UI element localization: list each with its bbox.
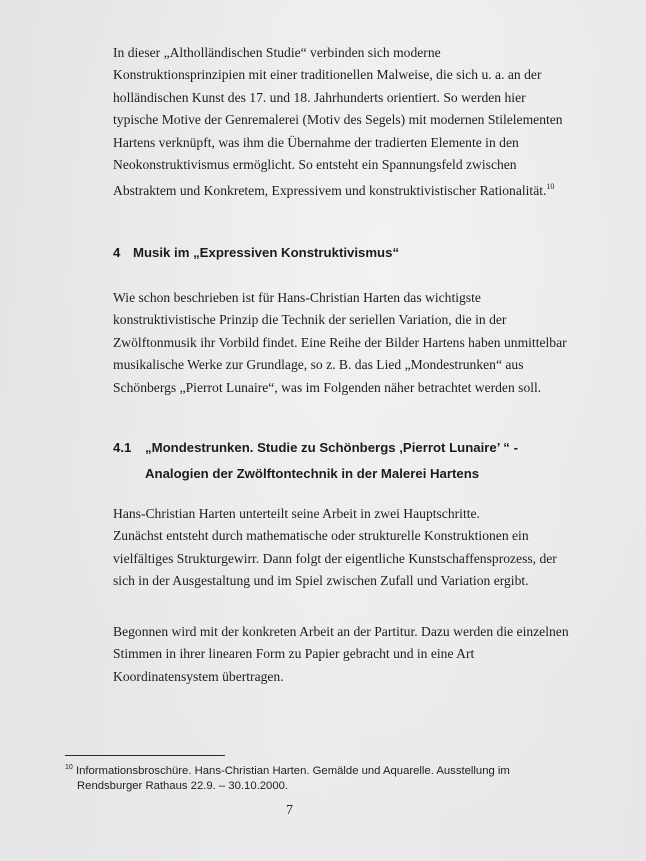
footnote <box>65 760 510 794</box>
text-line: Stimmen in ihrer linearen Form zu Papier gebracht und in eine Art <box>113 646 475 662</box>
text-line: holländischen Kunst des 17. und 18. Jahrhunderts orientiert. So werden hier <box>113 89 526 105</box>
paragraph-score-work <box>113 621 613 688</box>
paragraph-work-steps <box>113 503 613 593</box>
text-line: Begonnen wird mit der konkreten Arbeit an der Partitur. Dazu werden die einzelnen <box>113 624 569 639</box>
text-line: vielfältiges Strukturgewirr. Dann folgt der eigentliche Kunstschaffensprozess, der <box>113 550 557 566</box>
text-line: Schönbergs „Pierrot Lunaire“, was im Folgenden näher betrachtet werden soll. <box>113 379 542 395</box>
section-number: 4.1 <box>113 440 132 455</box>
text-line: Hartens verknüpft, was ihm die Übernahme der tradierten Elemente in den <box>113 134 519 150</box>
footnote-marker: 10 <box>65 764 73 771</box>
text-line: Zwölftonmusik ihr Vorbild findet. Eine Reihe der Bilder Hartens haben unmittelbar <box>113 334 567 350</box>
section-title: Musik im „Expressiven Konstruktivismus“ <box>133 245 400 260</box>
text-line <box>113 176 613 202</box>
text-line: Wie schon beschrieben ist für Hans-Christian Harten das wichtigste <box>113 290 481 305</box>
section-heading-4-1 <box>113 440 518 455</box>
text-line: Koordinatensystem übertragen. <box>113 668 284 684</box>
text-line: Neokonstruktivismus ermöglicht. So entsteht ein Spannungsfeld zwischen <box>113 157 517 173</box>
text-line-content: Abstraktem und Konkretem, Expressivem und konstruktivistischer Rationalität. <box>113 183 547 199</box>
text-line: sich in der Ausgestaltung und im Spiel zwischen Zufall und Variation ergibt. <box>113 573 529 589</box>
paragraph-music-intro <box>113 287 613 399</box>
text-line: typische Motive der Genremalerei (Motiv des Segels) mit modernen Stilelementen <box>113 112 563 128</box>
text-line: konstruktivistische Prinzip die Technik der seriellen Variation, die in der <box>113 312 507 328</box>
section-title-line-2: Analogien der Zwölftontechnik in der Malerei Hartens <box>145 466 480 481</box>
section-heading-4-1-subtitle <box>145 466 479 481</box>
text-line: Hans-Christian Harten unterteilt seine Arbeit in zwei Hauptschritte. <box>113 506 480 521</box>
section-number: 4 <box>113 245 121 260</box>
page-number: 7 <box>286 803 293 818</box>
paragraph-altholland-study <box>113 42 613 203</box>
footnote-text-line-1: Informationsbroschüre. Hans-Christian Harten. Gemälde und Aquarelle. Ausstellung im <box>75 765 510 777</box>
text-line: In dieser „Altholländischen Studie“ verbinden sich moderne <box>113 45 441 60</box>
footnote-text-line-2: Rendsburger Rathaus 22.9. – 30.10.2000. <box>77 780 289 792</box>
text-line: musikalische Werke zur Grundlage, so z. B. das Lied „Mondestrunken“ aus <box>113 357 524 373</box>
footnote-divider <box>65 755 225 756</box>
section-title-line-1: „Mondestrunken. Studie zu Schönbergs ‚Pierrot Lunaire’ “ - <box>145 440 518 455</box>
text-line: Konstruktionsprinzipien mit einer traditionellen Malweise, die sich u. a. an der <box>113 67 542 83</box>
footnote-reference: 10 <box>546 182 555 192</box>
text-line: Zunächst entsteht durch mathematische oder strukturelle Konstruktionen ein <box>113 528 529 544</box>
section-heading-4 <box>113 245 399 260</box>
